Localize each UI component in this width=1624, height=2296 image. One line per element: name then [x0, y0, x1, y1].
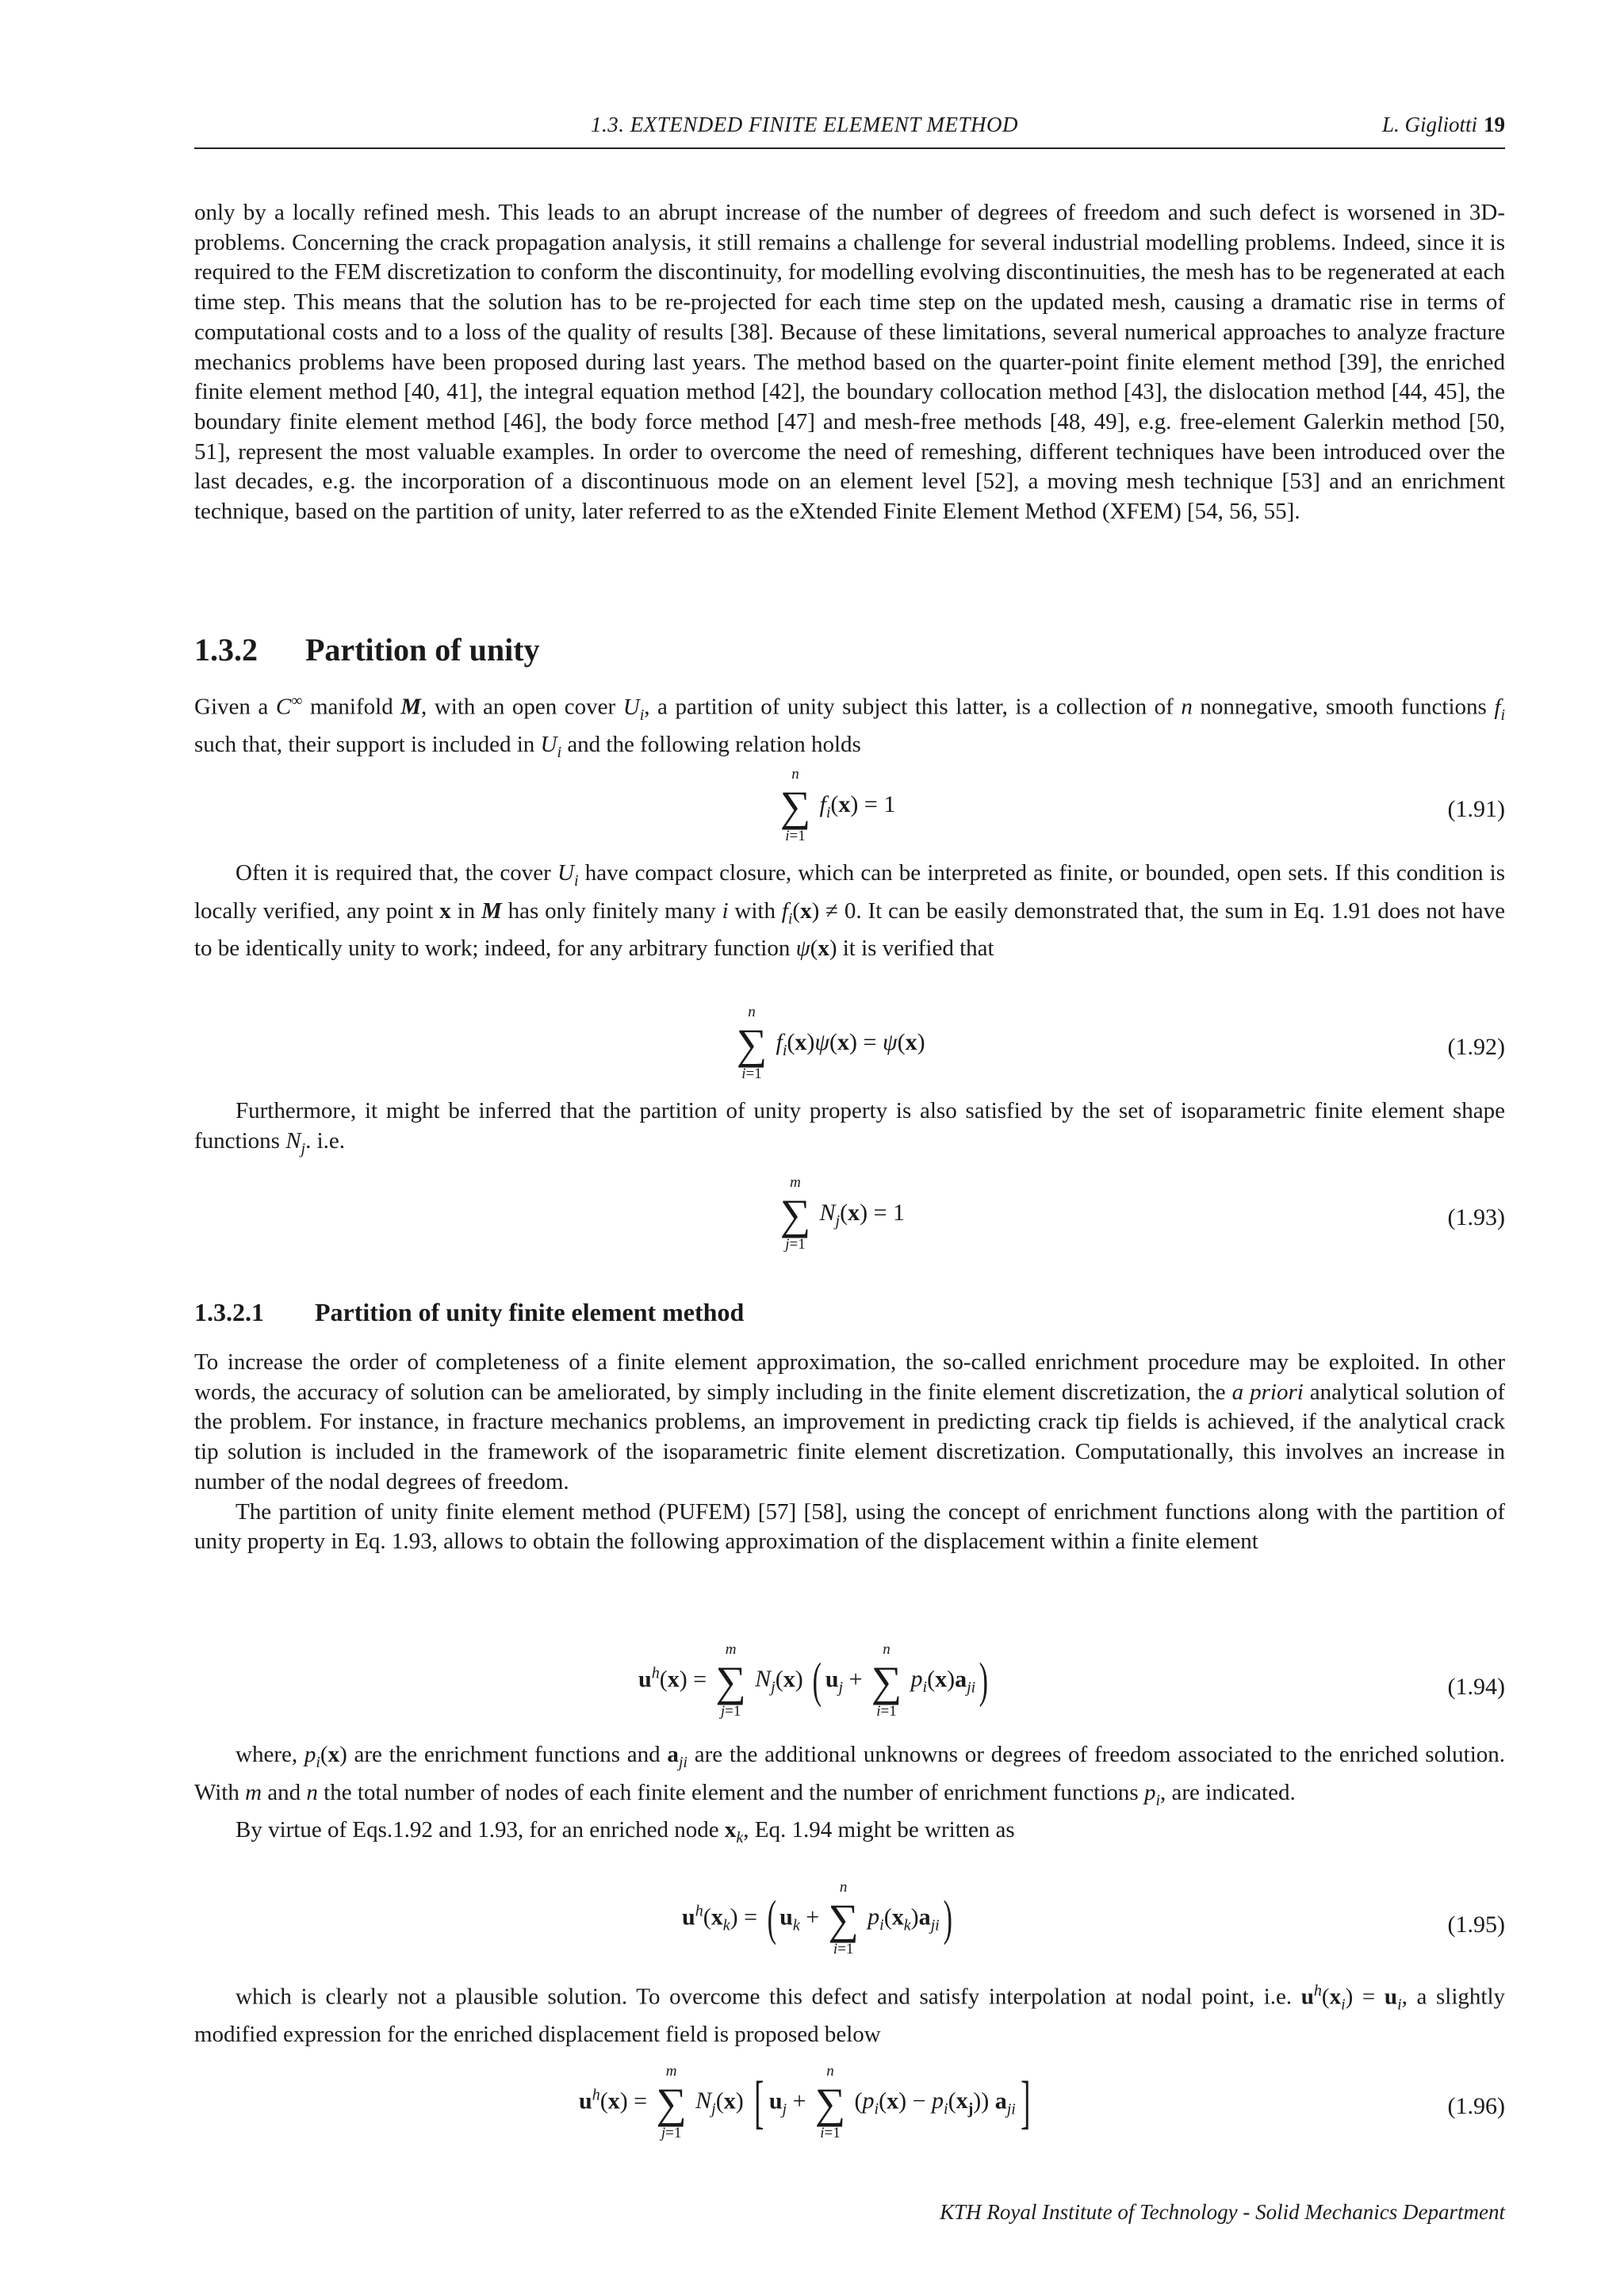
paragraph-pufem-4: By virtue of Eqs.1.92 and 1.93, for an enriched node $x_k$, Eq. 1.94 might be written as [236, 1817, 1015, 1846]
header-author-page [1382, 113, 1505, 137]
paragraph-pufem-5: which is clearly not a plausible solution. To overcome this defect and satisfy interpolation at nodal point, i.e. $u^h(x_i) = u_i$, a slightly modified expression for the enriched displacement field is proposed below [194, 1982, 1506, 2048]
equation-1-91: n ∑ i=1 $f_i(x) = 1$ (1.91) [779, 766, 1505, 844]
subsection-heading [194, 1298, 744, 1327]
paragraph-pufem-1: To increase the order of completeness of a finite element approximation, the so-called enrichment procedure may be exploited. In other words, the accuracy of solution can be ameliorated, by simply including in the finite element discretization, the a priori analytical solution of the problem. For instance, in fracture mechanics problems, an improvement in predicting crack tip fields is achieved, if the analytical crack tip solution is included in the framework of the isoparametric finite element discretization. Computationally, this involves an increase in number of the nodal degrees of freedom. The partition of unity finite element method (PUFEM) [57] [58], using the concept of enrichment functions along with the partition of unity property in Eq. 1.93, allows to obtain the following approximation of the displacement within a finite element [194, 1348, 1505, 1557]
paragraph-pufem-2: The partition of unity finite element method (PUFEM) [57] [58], using the concept of enrichment functions along with the partition of unity property in Eq. 1.93, allows to obtain the following approximation of the displacement within a finite element [194, 1498, 1505, 1555]
page-number: 19 [1484, 113, 1505, 136]
equation-number: (1.92) [1447, 1034, 1505, 1060]
running-title: 1.3. EXTENDED FINITE ELEMENT METHOD [591, 113, 1019, 136]
equation-1-94: $u^h(x)$ = m ∑ j=1 $N_j(x)$ ( $u_j$ + n ∑ i=1 $p_i(x)a_{ji}$) (1.94) [638, 1640, 1505, 1720]
page-footer: KTH Royal Institute of Technology - Solid Mechanics Department [940, 2200, 1505, 2224]
header-author: L. Gigliotti [1381, 113, 1477, 136]
paragraph-partition-2: Often it is required that, the cover $U_i$ have compact closure, which can be interpreted as finite, or bounded, open sets. If this condition is locally verified, any point x in M has only finitely many i with $f_i(x) \ne 0$. It can be easily demonstrated that, the sum in Eq. 1.91 does not have to be identically unity to work; indeed, for any arbitrary function ψ(x) it is verified that [194, 860, 1505, 961]
equation-1-93: m ∑ j=1 $N_j(x) = 1$ (1.93) [779, 1174, 1505, 1253]
subsection-title: Partition of unity finite element method [315, 1298, 745, 1326]
subsection-number: 1.3.2.1 [194, 1298, 264, 1326]
equation-1-96: $u^h(x)$ = m ∑ j=1 $N_j(x)$ [ $u_j$ + n ∑ i=1 $(p_i(x) - p_i(x_j))$ $a_{ji}$] (1.96) [579, 2062, 1505, 2141]
paragraph-pufem-3: where, $p_i(x)$ are the enrichment functions and $a_{ji}$ are the additional unknowns or degrees of freedom associated to the enriched solution. With m and n the total number of nodes of each finite element and the number of enrichment functions $p_i$, are indicated. By virtue of Eqs.1.92 and 1.93, for an enriched node $x_k$, Eq. 1.94 might be written as [194, 1740, 1505, 1854]
running-header [194, 111, 1505, 149]
equation-number: (1.95) [1447, 1911, 1505, 1938]
equation-1-95: $u^h(x_k)$ = ( $u_k$ + n ∑ i=1 $p_i(x_k)a_{ji}$) (1.95) [682, 1878, 1505, 1957]
section-heading [194, 631, 540, 668]
paragraph-intro: only by a locally refined mesh. This leads to an abrupt increase of the number of degrees of freedom and such defect is worsened in 3D-problems. Concerning the crack propagation analysis, it still remains a challenge for several industrial modelling problems. Indeed, since it is required to the FEM discretization to conform the discontinuity, for modelling evolving discontinuities, the mesh has to be regenerated at each time step. This means that the solution has to be re-projected for each time step on the updated mesh, causing a dramatic rise in terms of computational costs and to a loss of the quality of results [38]. Because of these limitations, several numerical approaches to analyze fracture mechanics problems have been proposed during last years. The method based on the quarter-point finite element method [39], the enriched finite element method [40, 41], the integral equation method [42], the boundary collocation method [43], the dislocation method [44, 45], the boundary finite element method [46], the body force method [47] and mesh-free methods [48, 49], e.g. free-element Galerkin method [50, 51], represent the most valuable examples. In order to overcome the need of remeshing, different techniques have been introduced over the last decades, e.g. the incorporation of a discontinuous mode on an element level [52], a moving mesh technique [53] and an enrichment technique, based on the partition of unity, later referred to as the eXtended Finite Element Method (XFEM) [54, 56, 55]. [194, 200, 1505, 525]
paragraph-partition-3: Furthermore, it might be inferred that the partition of unity property is also satisfied by the set of isoparametric finite element shape functions $N_j$. i.e. [194, 1098, 1505, 1158]
section-title: Partition of unity [305, 632, 540, 668]
equation-number: (1.91) [1447, 796, 1505, 822]
paragraph-partition-1: Given a C∞ manifold M, with an open cover $U_i$, a partition of unity subject this latter, is a collection of n nonnegative, smooth functions $f_i$ such that, their support is included in $U_i$ and the following relation holds [194, 692, 1505, 761]
section-number: 1.3.2 [194, 632, 258, 668]
equation-number: (1.93) [1447, 1204, 1505, 1230]
equation-number: (1.94) [1447, 1674, 1505, 1700]
equation-1-92: n ∑ i=1 $f_i(x)\psi(x) = \psi(x)$ (1.92) [736, 1004, 1505, 1082]
equation-number: (1.96) [1447, 2093, 1505, 2119]
